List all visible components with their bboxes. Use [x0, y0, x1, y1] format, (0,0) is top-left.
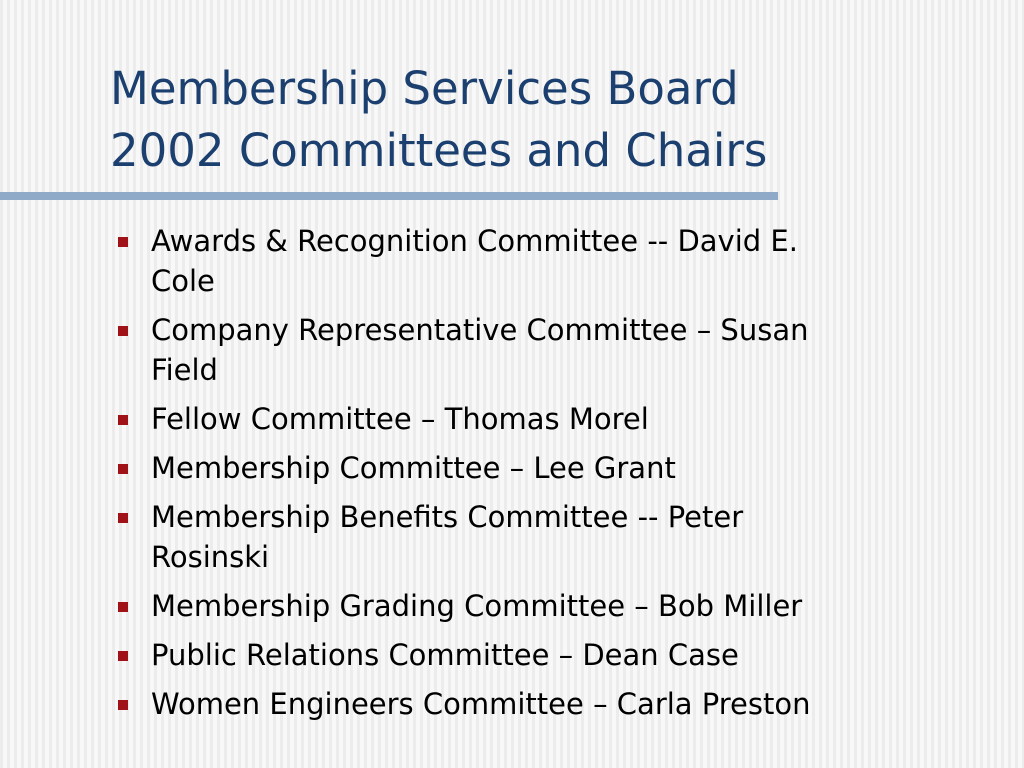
square-bullet-icon	[118, 700, 128, 710]
list-item	[110, 586, 990, 626]
slide-title	[110, 58, 990, 182]
square-bullet-icon	[118, 464, 128, 474]
square-bullet-icon	[118, 602, 128, 612]
title-line-1: Membership Services Board	[110, 62, 739, 115]
list-item	[110, 448, 990, 488]
title-line-2: 2002 Committees and Chairs	[110, 124, 768, 177]
title-divider	[0, 192, 778, 200]
list-item-text: Public Relations Committee – Dean Case	[151, 638, 739, 672]
list-item-text: Fellow Committee – Thomas Morel	[151, 402, 649, 436]
list-item-text: Membership Grading Committee – Bob Miller	[151, 589, 803, 623]
list-item	[110, 310, 990, 390]
square-bullet-icon	[118, 513, 128, 523]
list-item-text: Company Representative Committee – Susan Field	[151, 313, 809, 387]
list-item-text: Awards & Recognition Committee -- David E. Cole	[151, 224, 798, 298]
list-item	[110, 221, 990, 301]
list-item	[110, 497, 990, 577]
list-item	[110, 635, 990, 675]
list-item	[110, 399, 990, 439]
list-item-text: Membership Benefits Committee -- Peter Rosinski	[151, 500, 744, 574]
list-item-text: Women Engineers Committee – Carla Preston	[151, 687, 811, 721]
list-item-text: Membership Committee – Lee Grant	[151, 451, 676, 485]
list-item	[110, 684, 990, 724]
square-bullet-icon	[118, 651, 128, 661]
committee-list	[110, 221, 990, 733]
square-bullet-icon	[118, 326, 128, 336]
square-bullet-icon	[118, 237, 128, 247]
square-bullet-icon	[118, 415, 128, 425]
